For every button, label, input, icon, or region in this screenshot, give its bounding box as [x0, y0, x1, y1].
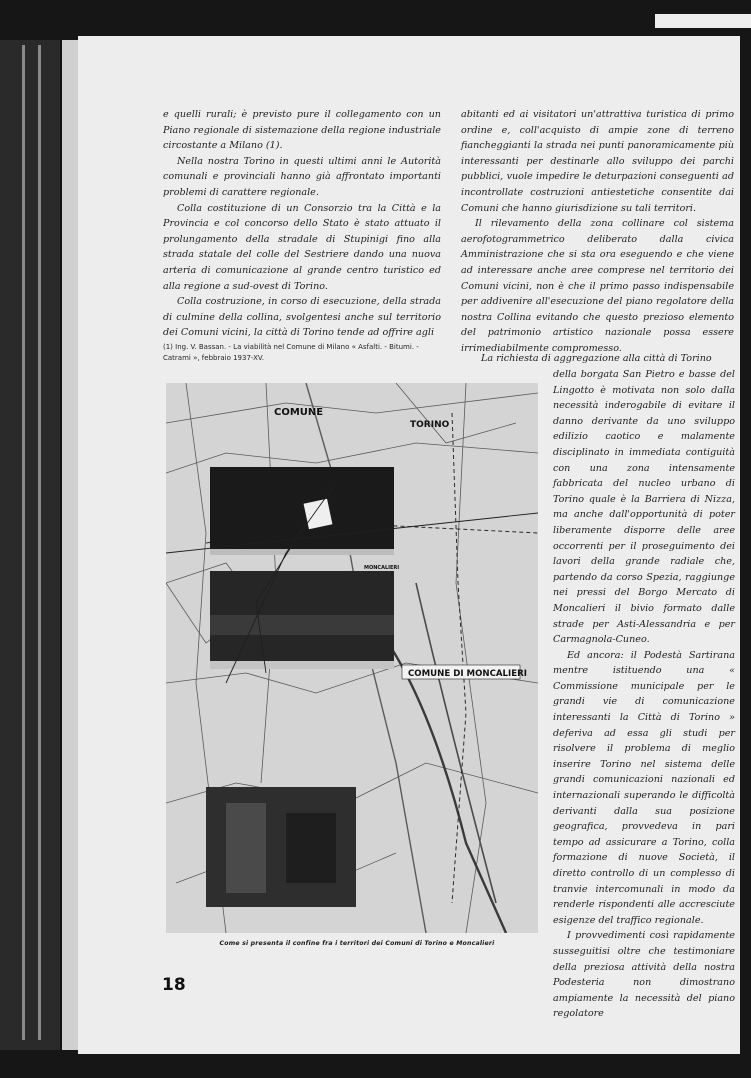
paragraph: Nella nostra Torino in questi ultimi anni le Autorità comunali e provinciali hanno già affrontato importanti problemi di carattere regionale. [163, 155, 441, 198]
paragraph: e quelli rurali; è previsto pure il collegamento con un Piano regionale di sistemazione della regione industriale circostante a Milano (1). [163, 109, 441, 152]
paragraph: della borgata San Pietro e basse del Lingotto è motivata non solo dalla necessità inderogabile di evitare il danno derivante da uno sviluppo edilizio caotico e malamente disciplinato in immediata contiguità con una zona intensamente fabbricata del nucleo urbano di Torino quale è la Barriera di Nizza, ma anche dall'opportunità di poter liberamente disporre delle aree occorrenti per il proseguimento dei lavori della grande radiale che, partendo da corso Spezia, raggiunge nei pressi del Borgo Mercato di Moncalieri il bivio formato dalle strade per Asti-Alessandria e per Carmagnola-Cuneo. [553, 369, 735, 646]
intro-line: La richiesta di aggregazione alla città di Torino [481, 353, 712, 364]
map-label-comune: COMUNE [274, 407, 324, 418]
paragraph: Ed ancora: il Podestà Sartirana mentre istituendo una « Commissione municipale per le grandi vie di comunicazione interessanti la Città di Torino » deferiva ad essa gli studi per risolvere il problema di meglio inserire Torino nel sistema delle grandi comunicazioni nazionali ed internazionali superando le difficoltà derivanti dalla sua posizione geografica, provvedeva in pari tempo ad assicurare a Torino, colla formazione di nuove Società, il diretto controllo di un complesso di tranvie intercomunali in modo da renderle rispondenti alle accresciute esigenze del traffico regionale. [553, 649, 735, 926]
map-label-comune-di-moncalieri: COMUNE DI MONCALIERI [408, 669, 527, 679]
right-column-bottom [553, 367, 735, 1022]
paragraph: Colla costituzione di un Consorzio tra la Città e la Provincia e col concorso dello Stato è stato attuato il prolungamento della stradale di Stupinigi fino alla strada statale del colle del Sestriere dando una nuova arteria di comunicazione al grande centro turistico ed alla regione a sud-ovest di Torino. [163, 202, 441, 292]
footnote: (1) Ing. V. Bassan. - La viabilità nel Comune di Milano « Asfalti. - Bitumi. - Catrami », febbraio 1937-XV. [163, 343, 419, 362]
scan-edge-strip [655, 14, 751, 28]
paragraph: Il rilevamento della zona collinare col sistema aerofotogrammetrico deliberato dalla civica Amministrazione che si sta ora eseguendo e che viene ad interessare anche aree comprese nel territorio dei Comuni vicini, non è che il primo passo indispensabile per addivenire all'esecuzione del piano regolatore della nostra Collina evitando che questo prezioso elemento del patrimonio artistico nazionale possa essere irrimediabilmente compromesso. [461, 218, 734, 354]
paragraph: I provvedimenti così rapidamente susseguitisi oltre che testimoniare della preziosa attività della nostra Podesteria non dimostrano ampiamente la necessità del piano regolatore [553, 930, 735, 1020]
paragraph: abitanti ed ai visitatori un'attrattiva turistica di primo ordine e, coll'acquisto di ampie zone di terreno fiancheggianti la strada nei punti panoramicamente più interessanti per destinarle allo sviluppo dei parchi pubblici, vuole impedire le deturpazioni conseguenti ad incontrollate costruzioni antiestetiche consentite dai Comuni che hanno giurisdizione su tali territori. [461, 109, 734, 214]
map-illustration [166, 383, 538, 933]
figure-caption: Come si presenta il confine fra i territori dei Comuni di Torino e Moncalieri [219, 940, 495, 947]
page-number: 18 [162, 975, 186, 995]
spine-line [38, 45, 41, 1040]
book-spine [0, 40, 60, 1050]
paragraph: Colla costruzione, in corso di esecuzione, della strada di culmine della collina, svolgentesi anche sul territorio dei Comuni vicini, la città di Torino tende ad offrire agli [163, 296, 441, 339]
map-label-torino: TORINO [410, 420, 450, 430]
left-column [163, 107, 441, 341]
map-photo-figure [166, 383, 538, 933]
right-column-top [461, 107, 734, 357]
spine-line [22, 45, 25, 1040]
map-label-moncalieri: MONCALIERI [364, 565, 400, 571]
